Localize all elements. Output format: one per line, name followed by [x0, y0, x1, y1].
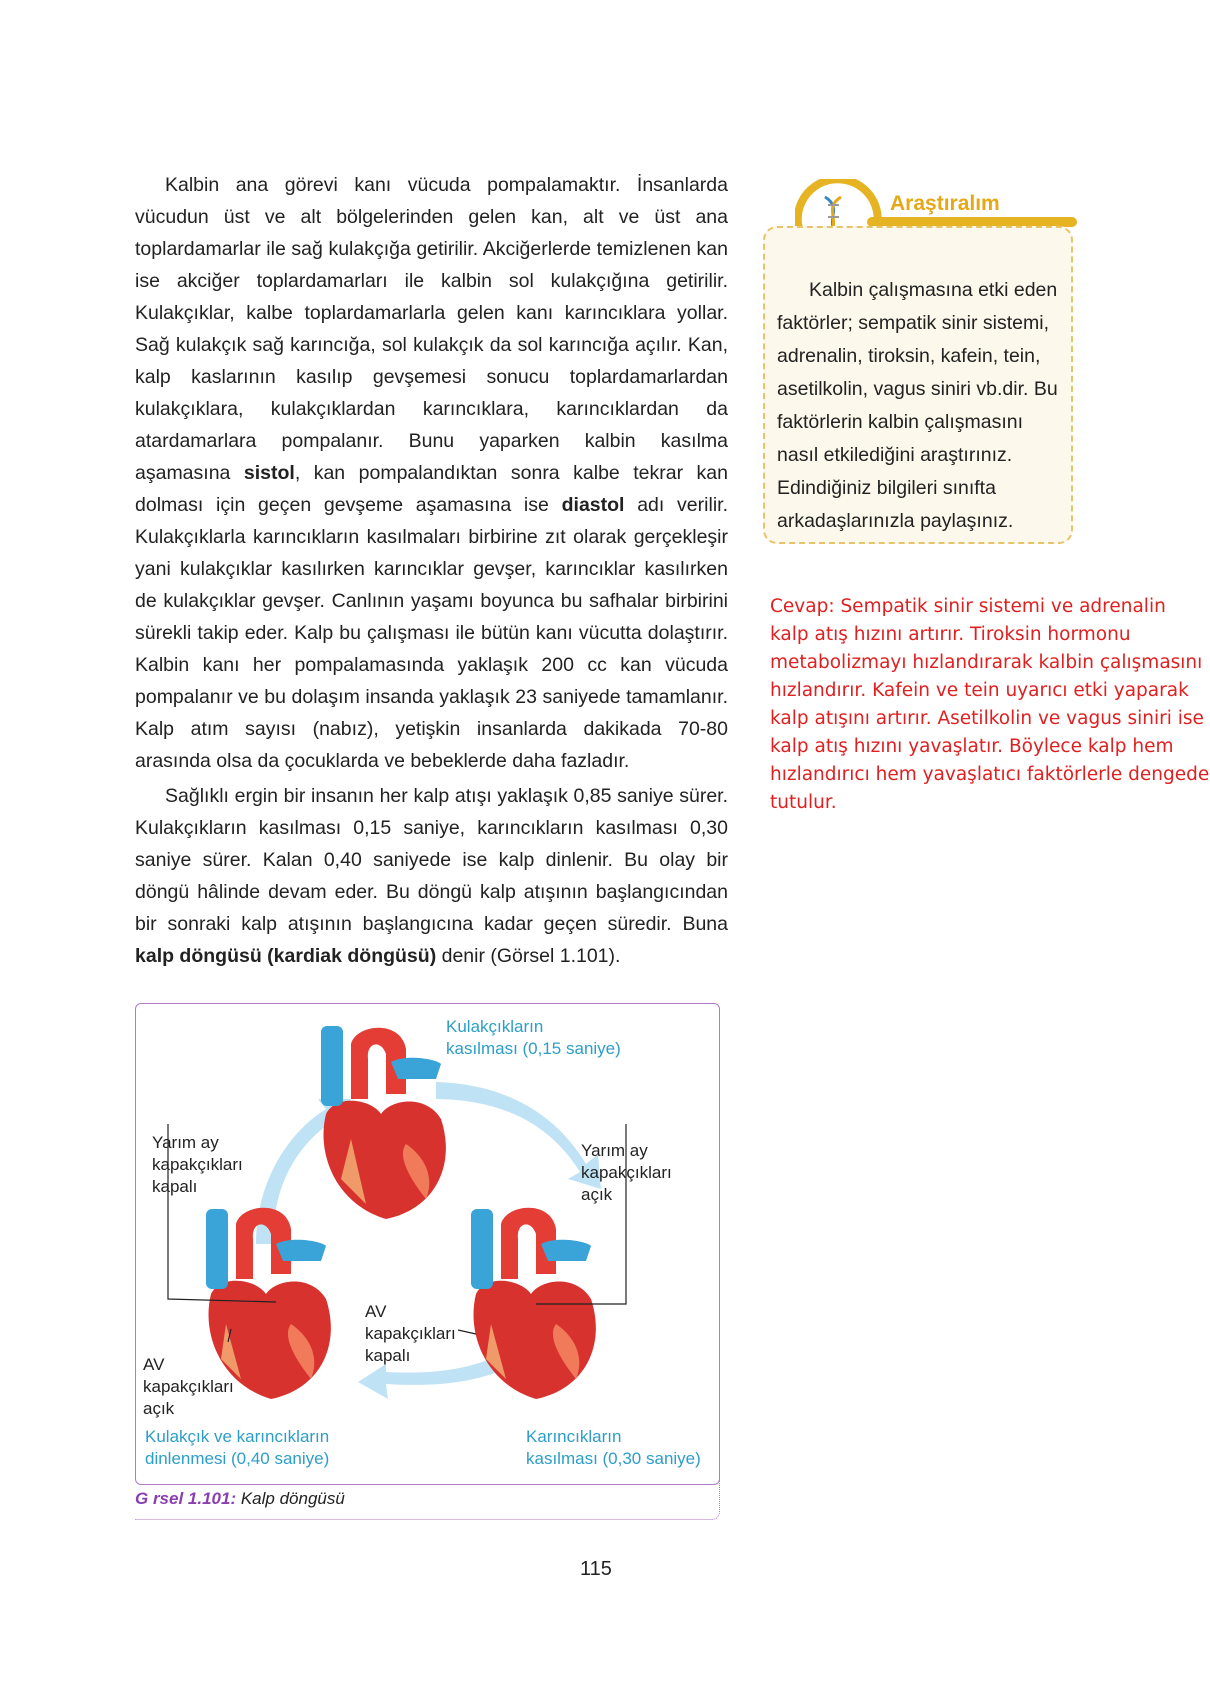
label-rest-phase-line1: Kulakçık ve karıncıkların: [145, 1427, 330, 1446]
label-semilunar-open-line2: kapakçıkları: [581, 1163, 672, 1182]
research-box: [763, 226, 1073, 544]
paragraph-1-text-c: , kan pompalandıktan sonra kalbe tekrar kan dolması için geçen gevşeme aşamasına ise: [135, 462, 728, 516]
paragraph-1-text-a: Kalbin ana görevi kanı vücuda pompalamaktır. İnsanlarda vücudun üst ve alt bölgelerinden gelen kan, alt ve üst ana toplardamarlar ile sağ kulakçığa getirilir. Akciğerlerde temizlenen kan ise akciğer toplardamarları ile kalbin sol kulakçığına getirilir. Kulakçıklar, kalbe toplardamarlarla gelen kanı karıncıklara yollar. Sağ kulakçık sağ karıncığa, sol kulakçık da sol karıncığa açılır. Kan, kalp kaslarının kasılıp gevşemesi sonucu toplardamarlardan kulakçıklara, kulakçıklardan karıncıklara, karıncıklardan da atardamarlara pompalanır. Bunu yaparken kalbin kasılma aşamasına: [135, 174, 728, 484]
label-semilunar-closed-line1: Yarım ay: [152, 1133, 219, 1152]
heart-cycle-figure: [135, 1003, 720, 1485]
term-diastol: diastol: [561, 494, 625, 516]
label-semilunar-open-line3: açık: [581, 1185, 613, 1204]
label-atria-contraction-line2: kasılması (0,15 saniye): [446, 1039, 621, 1058]
label-ventricle-contraction: [526, 1426, 701, 1470]
label-av-open-line1: AV: [143, 1355, 165, 1374]
paragraph-2-text-a: Sağlıklı ergin bir insanın her kalp atışı yaklaşık 0,85 saniye sürer. Kulakçıkların kasılması 0,15 saniye, karıncıkların kasılması 0,30 saniye sürer. Kalan 0,40 saniyede ise kalp dinlenir. Bu olay bir döngü hâlinde devam eder. Bu döngü kalp atışının başlangıcından bir sonraki kalp atışının başlangıcına kadar geçen süredir. Buna: [135, 785, 728, 935]
paragraph-1: [135, 169, 728, 777]
label-av-closed-line3: kapalı: [365, 1346, 411, 1365]
label-semilunar-closed-line3: kapalı: [152, 1177, 198, 1196]
label-rest-phase-line2: dinlenmesi (0,40 saniye): [145, 1449, 330, 1468]
label-atria-contraction: [446, 1016, 621, 1060]
label-av-open: [143, 1354, 234, 1420]
label-semilunar-closed-line2: kapakçıkları: [152, 1155, 243, 1174]
term-kalp-dongusu: kalp döngüsü (kardiak döngüsü): [135, 945, 437, 967]
page-number: 115: [580, 1558, 612, 1580]
label-av-open-line2: kapakçıkları: [143, 1377, 234, 1396]
paragraph-2-text-c: denir (Görsel 1.101).: [436, 945, 621, 967]
answer-text: Cevap: Sempatik sinir sistemi ve adrenalin kalp atış hızını artırır. Tiroksin hormonu metabolizmayı hızlandırarak kalbin çalışmasını hızlandırır. Kafein ve tein uyarıcı etki yaparak kalp atışını artırır. Asetilkolin ve vagus siniri ise kalp atış hızını yavaşlatır. Böylece kalp hem hızlandırıcı hem yavaşlatıcı faktörlerle dengede tutulur.: [770, 596, 1210, 813]
label-av-open-line3: açık: [143, 1399, 175, 1418]
label-semilunar-open: [581, 1140, 672, 1206]
label-semilunar-closed: [152, 1132, 243, 1198]
research-title: Araştıralım: [890, 192, 1000, 215]
label-ventricle-contraction-line1: Karıncıkların: [526, 1427, 622, 1446]
caption-number: G rsel 1.101:: [135, 1489, 237, 1508]
figure-caption: [135, 1489, 345, 1509]
term-sistol: sistol: [243, 462, 295, 484]
label-atria-contraction-line1: Kulakçıkların: [446, 1017, 544, 1036]
main-text: [135, 169, 728, 975]
label-av-closed: [365, 1301, 456, 1367]
label-av-closed-line1: AV: [365, 1302, 387, 1321]
label-semilunar-open-line1: Yarım ay: [581, 1141, 648, 1160]
heart-icon-top: [321, 1026, 446, 1219]
caption-text: Kalp döngüsü: [236, 1489, 345, 1508]
paragraph-2: [135, 780, 728, 972]
research-text: Kalbin çalışmasına etki eden faktörler; sempatik sinir sistemi, adrenalin, tiroksin, kafein, tein, asetilkolin, vagus siniri vb.dir. Bu faktörlerin kalbin çalışmasını nasıl etkilediğini araştırınız. Edindiğiniz bilgileri sınıfta arkadaşlarınızla paylaşınız.: [777, 279, 1058, 532]
label-ventricle-contraction-line2: kasılması (0,30 saniye): [526, 1449, 701, 1468]
label-rest-phase: [145, 1426, 329, 1470]
label-av-closed-line2: kapakçıkları: [365, 1324, 456, 1343]
paragraph-1-text-d: adı verilir. Kulakçıklarla karıncıkların kasılmaları birbirine zıt olarak gerçekleşir yani kulakçıklar kasılırken karıncıklar gevşer, karıncıklar kasılırken de kulakçıklar gevşer. Canlının yaşamı boyunca bu safhalar birbirini sürekli takip eder. Kalp bu çalışması ile bütün kanı vücutta dolaştırır. Kalbin kanı her pompalamasında yaklaşık 200 cc kan vücuda pompalanır ve bu dolaşım insanda yaklaşık 23 saniyede tamamlanır. Kalp atım sayısı (nabız), yetişkin insanlarda dakikada 70-80 arasında olsa da çocuklarda ve bebeklerde daha fazladır.: [135, 494, 728, 772]
